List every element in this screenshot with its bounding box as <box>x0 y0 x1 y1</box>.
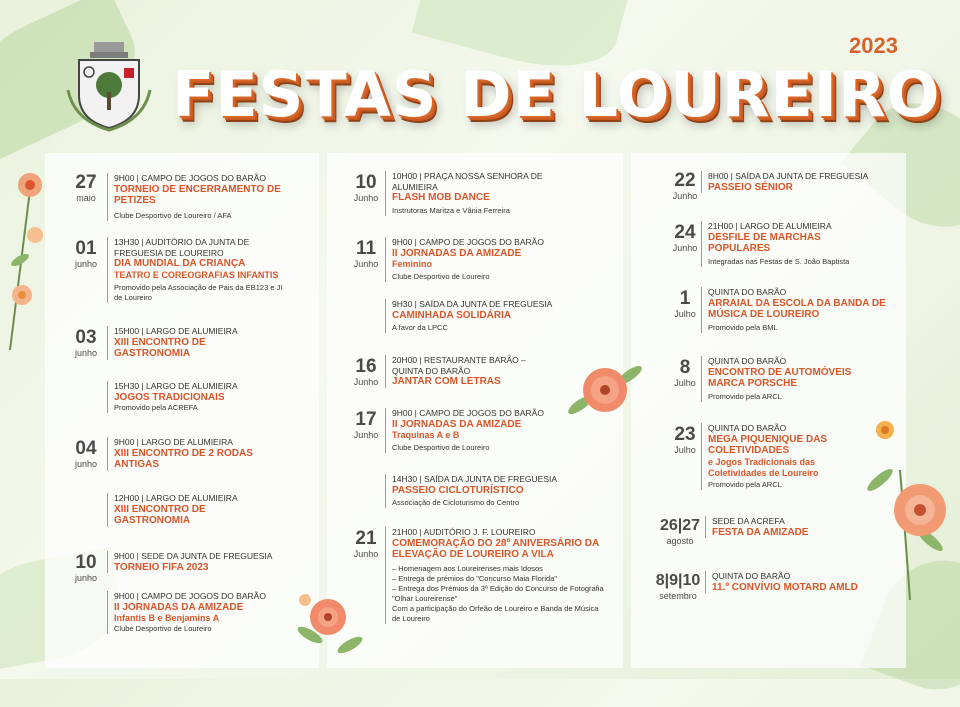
event-title: JANTAR COM LETRAS <box>392 376 501 387</box>
event-time-location: 9H00 | CAMPO DE JOGOS DO BARÃO <box>114 591 266 601</box>
event-time-location: 12H00 | LARGO DE ALUMIEIRA <box>114 493 238 503</box>
event-time-location: 8H00 | SAÍDA DA JUNTA DE FREGUESIA <box>708 171 869 181</box>
event-organizer: Promovido pela ACREFA <box>114 403 198 412</box>
event-time-location: QUINTA DO BARÃO <box>708 356 787 366</box>
event-organizer: Promovido pela BML <box>708 322 778 332</box>
event-organizer: A favor da LPCC <box>392 323 448 332</box>
event-time-location: 9H00 | CAMPO DE JOGOS DO BARÃO <box>114 173 266 183</box>
event-time-location: 21H00 | LARGO DE ALUMIEIRA <box>708 221 832 231</box>
festival-year: 2023 <box>849 33 898 58</box>
event-title: DIA MUNDIAL DA CRIANÇA <box>114 258 246 269</box>
event-title: PASSEIO SÉNIOR <box>708 181 793 193</box>
event-title: II JORNADAS DA AMIZADE <box>392 247 522 259</box>
event-title: ENCONTRO DE AUTOMÓVEIS MARCA PORSCHE <box>708 366 852 389</box>
event-time-location: 15H30 | LARGO DE ALUMIEIRA <box>114 381 238 391</box>
event-time-location: SEDE DA ACREFA <box>712 516 785 526</box>
event-title: COMEMORAÇÃO DO 28º ANIVERSÁRIO DA ELEVAÇÃO DE LOUREIRO A VILA <box>392 537 599 560</box>
event-title: TORNEIO FIFA 2023 <box>114 561 209 573</box>
event-month: setembro <box>659 591 697 601</box>
event-day: 11 <box>355 238 377 259</box>
event-title: XIII ENCONTRO DE GASTRONOMIA <box>114 503 206 526</box>
event-month: Junho <box>672 191 698 201</box>
coat-of-arms-icon <box>64 40 154 132</box>
event-day: 1 <box>679 288 691 309</box>
event-month: Junho <box>353 259 379 269</box>
event-title: 11.º CONVÍVIO MOTARD AMLD <box>712 581 858 593</box>
event-day: 01 <box>75 238 97 259</box>
event-title: TORNEIO DE ENCERRAMENTO DE PETIZES <box>114 183 281 206</box>
event-time-location: 21H00 | AUDITÓRIO J. F. LOUREIRO <box>392 527 536 537</box>
event-organizer: Promovido pela ARCL <box>708 391 782 401</box>
event-month: junho <box>74 348 98 358</box>
event-time-location: 20H00 | RESTAURANTE BARÃO – QUINTA DO BARÃO <box>392 355 526 376</box>
event-time-location: 13H30 | AUDITÓRIO DA JUNTA DE FREGUESIA DE LOUREIRO <box>114 237 250 258</box>
event-time-location: 9H00 | CAMPO DE JOGOS DO BARÃO <box>392 237 544 247</box>
event-title: FESTA DA AMIZADE <box>712 526 809 538</box>
event-month: Junho <box>353 193 379 203</box>
event-subtitle: Feminino <box>392 259 432 269</box>
event-time-location: QUINTA DO BARÃO <box>708 423 787 433</box>
event-month: junho <box>74 459 98 469</box>
event-day: 16 <box>355 356 377 377</box>
event-day: 24 <box>674 222 696 243</box>
event-day: 03 <box>75 327 97 348</box>
event-organizer: Promovido pela ARCL <box>708 479 782 489</box>
page-title: FESTAS DE LOUREIRO <box>172 58 941 131</box>
event-organizer: Clube Desportivo de Loureiro <box>392 443 490 452</box>
event-month: junho <box>74 259 98 269</box>
event-organizer: Associação de Cicloturismo do Centro <box>392 498 520 507</box>
event-month: Junho <box>353 549 379 559</box>
event-day: 10 <box>355 172 377 193</box>
event-organizer: Integradas nas Festas de S. João Baptista <box>708 256 850 266</box>
event-day: 27 <box>75 172 97 193</box>
flower-decoration-icon <box>560 345 650 435</box>
event-subtitle: Infantis B e Benjamins A <box>114 613 220 623</box>
event-day: 04 <box>75 438 97 459</box>
event-day: 8 <box>679 357 691 378</box>
schedule-column-1 <box>45 153 319 668</box>
event-month: Junho <box>353 430 379 440</box>
event-title: MEGA PIQUENIQUE DAS COLETIVIDADES <box>708 433 828 456</box>
event-day: 10 <box>75 552 97 573</box>
event-subtitle: e Jogos Tradicionais das Coletividades de Loureiro <box>708 456 819 478</box>
event-title: XIII ENCONTRO DE GASTRONOMIA <box>114 336 206 359</box>
event-program: – Homenagem aos Loureirenses mais Idosos – Entrega de prémios do "Concurso Maia Florida" – Entrega dos Prémios da 3ª Edição do Concurso de Fotografia "Olhar Loureirense" Com a participação do Orfeão de Loureiro e Banda de Música de Loureiro <box>392 563 604 623</box>
event-title: II JORNADAS DA AMIZADE <box>114 601 244 613</box>
event-organizer: Clube Desportivo de Loureiro / AFA <box>114 210 232 220</box>
event-month: Julho <box>674 309 696 319</box>
event-time-location: QUINTA DO BARÃO <box>712 571 791 581</box>
event-title: JOGOS TRADICIONAIS <box>114 391 225 403</box>
event-title: II JORNADAS DA AMIZADE <box>392 418 522 430</box>
event-time-location: QUINTA DO BARÃO <box>708 287 787 297</box>
flower-decoration-icon <box>290 575 370 665</box>
event-day: 21 <box>355 528 377 549</box>
event-title: CAMINHADA SOLIDÁRIA <box>392 309 512 321</box>
event-day: 17 <box>355 409 377 430</box>
flower-decoration-icon <box>0 150 60 350</box>
event-time-location: 9H30 | SAÍDA DA JUNTA DE FREGUESIA <box>392 299 553 309</box>
event-title: FLASH MOB DANCE <box>392 192 490 203</box>
flower-decoration-icon <box>850 410 955 600</box>
event-time-location: 9H00 | SEDE DA JUNTA DE FREGUESIA <box>114 551 273 561</box>
event-day: 22 <box>674 170 696 191</box>
event-subtitle: Traquinas A e B <box>392 430 460 440</box>
event-title: XIII ENCONTRO DE 2 RODAS ANTIGAS <box>114 447 253 470</box>
event-day: 8|9|10 <box>655 572 701 589</box>
event-day: 26|27 <box>659 517 701 534</box>
event-month: Julho <box>674 445 696 455</box>
event-organizer: Clube Desportivo de Loureiro <box>114 624 212 633</box>
event-month: Julho <box>674 378 696 388</box>
event-time-location: 9H00 | LARGO DE ALUMIEIRA <box>114 437 233 447</box>
event-time-location: 14H30 | SAÍDA DA JUNTA DE FREGUESIA <box>392 474 558 484</box>
event-subtitle: TEATRO E COREOGRAFIAS INFANTIS <box>114 269 279 280</box>
event-time-location: 10H00 | PRAÇA NOSSA SENHORA DE ALUMIEIRA <box>392 171 543 192</box>
event-month: junho <box>74 573 98 583</box>
event-title: DESFILE DE MARCHAS POPULARES <box>708 231 821 254</box>
event-title: PASSEIO CICLOTURÍSTICO <box>392 484 524 496</box>
event-month: agosto <box>666 536 694 546</box>
event-time-location: 15H00 | LARGO DE ALUMIEIRA <box>114 326 238 336</box>
event-month: maio <box>76 193 96 203</box>
event-organizer: Promovido pela Associação de Pais da EB123 e JI de Loureiro <box>114 282 283 302</box>
event-day: 23 <box>674 424 696 445</box>
event-title: ARRAIAL DA ESCOLA DA BANDA DE MÚSICA DE LOUREIRO <box>708 297 886 320</box>
event-time-location: 9H00 | CAMPO DE JOGOS DO BARÃO <box>392 408 544 418</box>
event-month: Junho <box>672 243 698 253</box>
event-organizer: Clube Desportivo de Loureiro <box>392 272 490 281</box>
event-month: Junho <box>353 377 379 387</box>
event-organizer: Instrutoras Maritza e Vânia Ferreira <box>392 205 510 215</box>
